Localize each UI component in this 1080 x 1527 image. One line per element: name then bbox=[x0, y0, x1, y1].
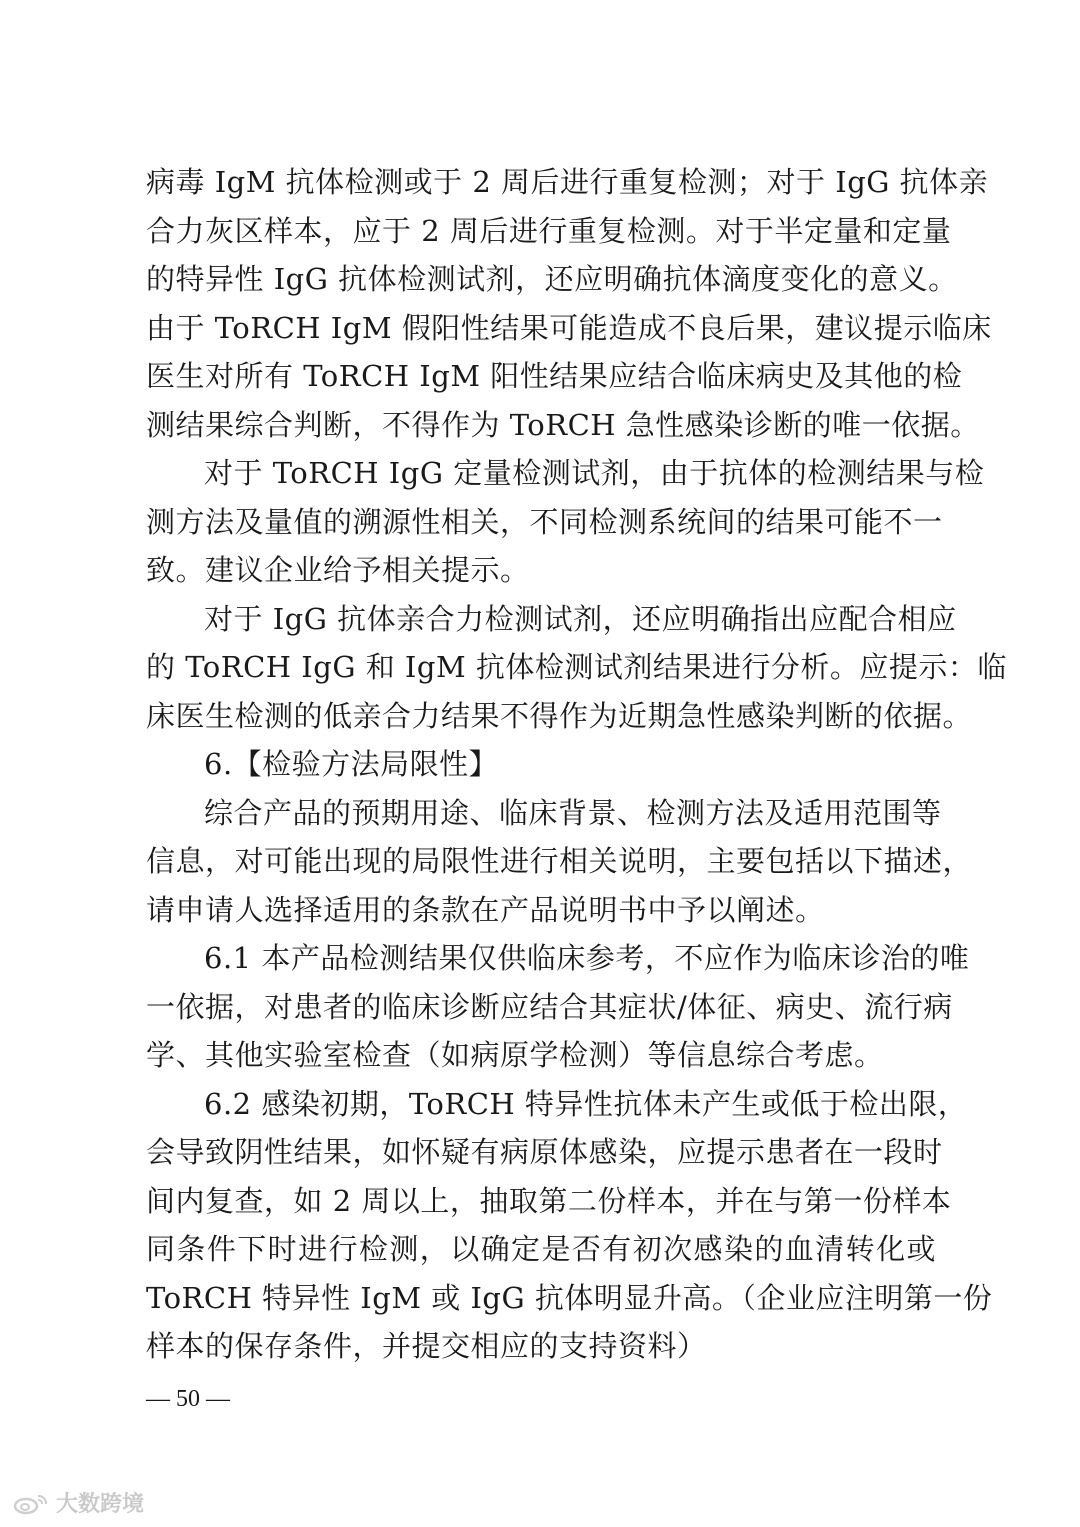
text-line: 请申请人选择适用的条款在产品说明书中予以阐述。 bbox=[146, 892, 825, 927]
weibo-logo-icon bbox=[12, 1491, 52, 1515]
text-line: 6.2 感染初期，ToRCH 特异性抗体未产生或低于检出限， bbox=[204, 1086, 968, 1121]
text-line: 致。建议企业给予相关提示。 bbox=[146, 553, 530, 587]
document-body bbox=[146, 158, 1007, 1371]
text-line: 一依据，对患者的临床诊断应结合其症状/体征、病史、流行病 bbox=[146, 989, 953, 1024]
text-line: 对于 ToRCH IgG 定量检测试剂，由于抗体的检测结果与检 bbox=[204, 456, 985, 490]
page-number: — 50 — bbox=[146, 1386, 230, 1412]
text-line: 间内复查，如 2 周以上，抽取第二份样本，并在与第一份样本 bbox=[146, 1183, 952, 1218]
text-line: 病毒 IgM 抗体检测或于 2 周后进行重复检测；对于 IgG 抗体亲 bbox=[146, 165, 989, 199]
text-line: 床医生检测的低亲合力结果不得作为近期急性感染判断的依据。 bbox=[146, 698, 973, 733]
text-line: 综合产品的预期用途、临床背景、检测方法及适用范围等 bbox=[204, 795, 942, 830]
watermark bbox=[12, 1487, 144, 1518]
text-line: 的 ToRCH IgG 和 IgM 抗体检测试剂结果进行分析。应提示：临 bbox=[146, 650, 1007, 684]
text-line: 测方法及量值的溯源性相关，不同检测系统间的结果可能不一 bbox=[146, 504, 943, 539]
text-line: ToRCH 特异性 IgM 或 IgG 抗体明显升高。（企业应注明第一份 bbox=[146, 1280, 993, 1315]
text-line: 对于 IgG 抗体亲合力检测试剂，还应明确指出应配合相应 bbox=[204, 601, 957, 636]
text-line: 学、其他实验室检查（如病原学检测）等信息综合考虑。 bbox=[146, 1038, 884, 1072]
section-heading: 6.【检验方法局限性】 bbox=[204, 747, 499, 781]
watermark-text: 大数跨境 bbox=[56, 1492, 145, 1517]
text-line: 医生对所有 ToRCH IgM 阳性结果应结合临床病史及其他的检 bbox=[146, 359, 963, 393]
text-line: 信息，对可能出现的局限性进行相关说明，主要包括以下描述， bbox=[146, 844, 973, 878]
text-line: 由于 ToRCH IgM 假阳性结果可能造成不良后果，建议提示临床 bbox=[146, 310, 992, 345]
text-line: 测结果综合判断，不得作为 ToRCH 急性感染诊断的唯一依据。 bbox=[146, 407, 980, 442]
text-line: 同条件下时进行检测，以确定是否有初次感染的血清转化或 bbox=[146, 1232, 936, 1266]
text-line: 样本的保存条件，并提交相应的支持资料） bbox=[146, 1329, 707, 1363]
text-line: 的特异性 IgG 抗体检测试剂，还应明确抗体滴度变化的意义。 bbox=[146, 262, 958, 296]
text-line: 合力灰区样本，应于 2 周后进行重复检测。对于半定量和定量 bbox=[146, 213, 952, 248]
text-line: 6.1 本产品检测结果仅供临床参考，不应作为临床诊治的唯 bbox=[204, 941, 970, 975]
text-line: 会导致阴性结果，如怀疑有病原体感染，应提示患者在一段时 bbox=[146, 1135, 943, 1169]
